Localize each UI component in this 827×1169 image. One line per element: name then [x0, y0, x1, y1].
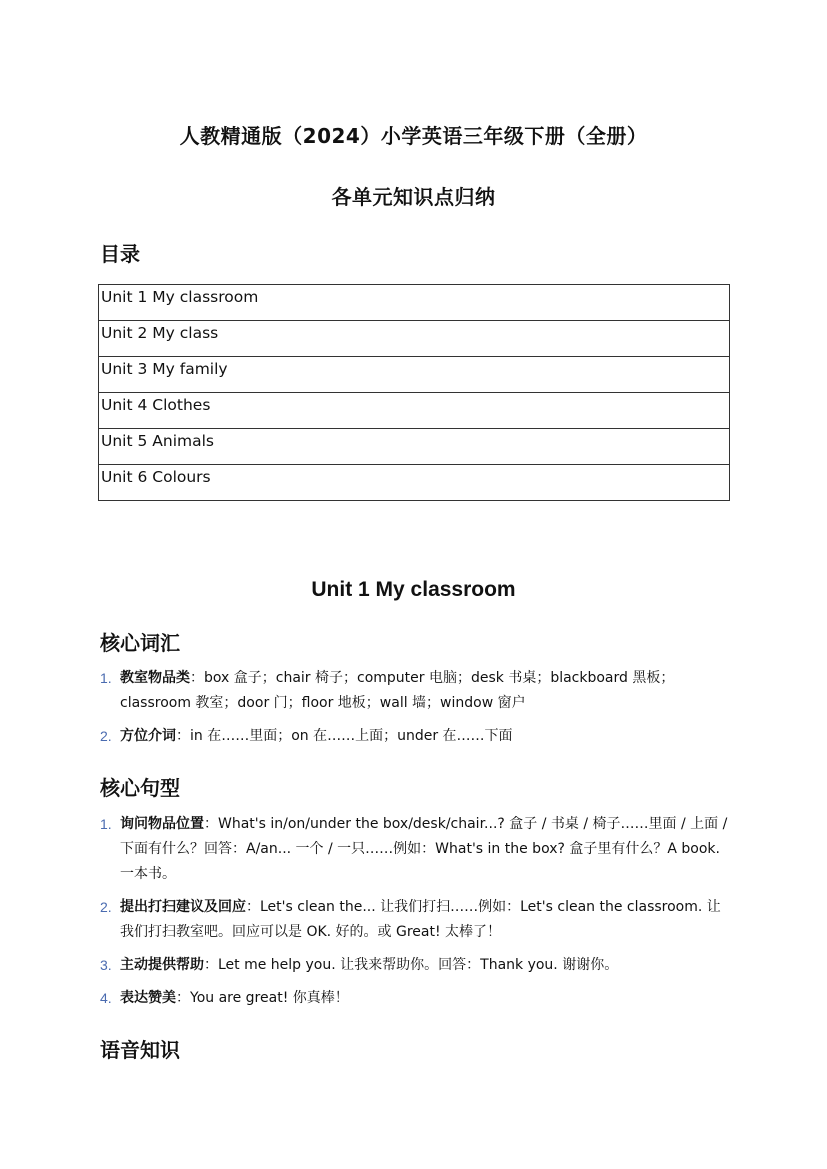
toc-table — [98, 284, 730, 501]
toc-row — [99, 285, 730, 321]
list-item-lead: 表达赞美 — [120, 990, 176, 1006]
list-item-text: ：in 在……里面；on 在……上面；under 在……下面 — [176, 728, 513, 744]
list-item — [100, 986, 730, 1011]
toc-item[interactable]: Unit 6 Colours — [99, 465, 730, 501]
toc-row — [99, 357, 730, 393]
list-item-lead: 方位介词 — [120, 728, 176, 744]
list-item-text: ：You are great! 你真棒！ — [176, 990, 349, 1006]
document-title: 人教精通版（2024）小学英语三年级下册（全册） — [179, 124, 648, 148]
list-item-text: ：What's in/on/under the box/desk/chair...? 盒子 / 书桌 / 椅子……里面 / 上面 / 下面有什么？回答：A/an... 一个 / 一只……例如：What's in the box? 盒子里有什么？A book. 一本书。 — [120, 816, 728, 882]
list-item — [100, 666, 730, 716]
list-number: 1. — [100, 670, 112, 686]
sentences-heading: 核心句型 — [100, 776, 180, 800]
list-item-lead: 主动提供帮助 — [120, 957, 204, 973]
document-subtitle: 各单元知识点归纳 — [331, 185, 496, 209]
list-item-lead: 询问物品位置 — [120, 816, 204, 832]
vocab-heading: 核心词汇 — [100, 631, 180, 655]
list-item-lead: 提出打扫建议及回应 — [120, 899, 246, 915]
toc-row — [99, 321, 730, 357]
list-item — [100, 953, 730, 978]
toc-item[interactable]: Unit 3 My family — [99, 357, 730, 393]
list-number: 1. — [100, 816, 112, 832]
toc-item[interactable]: Unit 2 My class — [99, 321, 730, 357]
unit-title: Unit 1 My classroom — [311, 578, 516, 601]
list-number: 3. — [100, 957, 112, 973]
list-number: 2. — [100, 728, 112, 744]
toc-heading: 目录 — [100, 242, 140, 266]
list-number: 2. — [100, 899, 112, 915]
list-number: 4. — [100, 990, 112, 1006]
toc-item[interactable]: Unit 5 Animals — [99, 429, 730, 465]
phonics-heading: 语音知识 — [100, 1038, 180, 1062]
toc-item[interactable]: Unit 4 Clothes — [99, 393, 730, 429]
list-item-text: ：Let's clean the... 让我们打扫……例如：Let's clean the classroom. 让我们打扫教室吧。回应可以是 OK. 好的。或 Great! 太棒了！ — [120, 899, 721, 940]
list-item — [100, 724, 730, 749]
list-item-lead: 教室物品类 — [120, 670, 190, 686]
list-item — [100, 895, 730, 945]
list-item-text: ：box 盒子；chair 椅子；computer 电脑；desk 书桌；blackboard 黑板；classroom 教室；door 门；floor 地板；wall 墙；window 窗户 — [120, 670, 675, 711]
toc-item[interactable]: Unit 1 My classroom — [99, 285, 730, 321]
toc-row — [99, 465, 730, 501]
toc-row — [99, 393, 730, 429]
toc-row — [99, 429, 730, 465]
list-item-text: ：Let me help you. 让我来帮助你。回答：Thank you. 谢谢你。 — [204, 957, 619, 973]
list-item — [100, 812, 730, 887]
